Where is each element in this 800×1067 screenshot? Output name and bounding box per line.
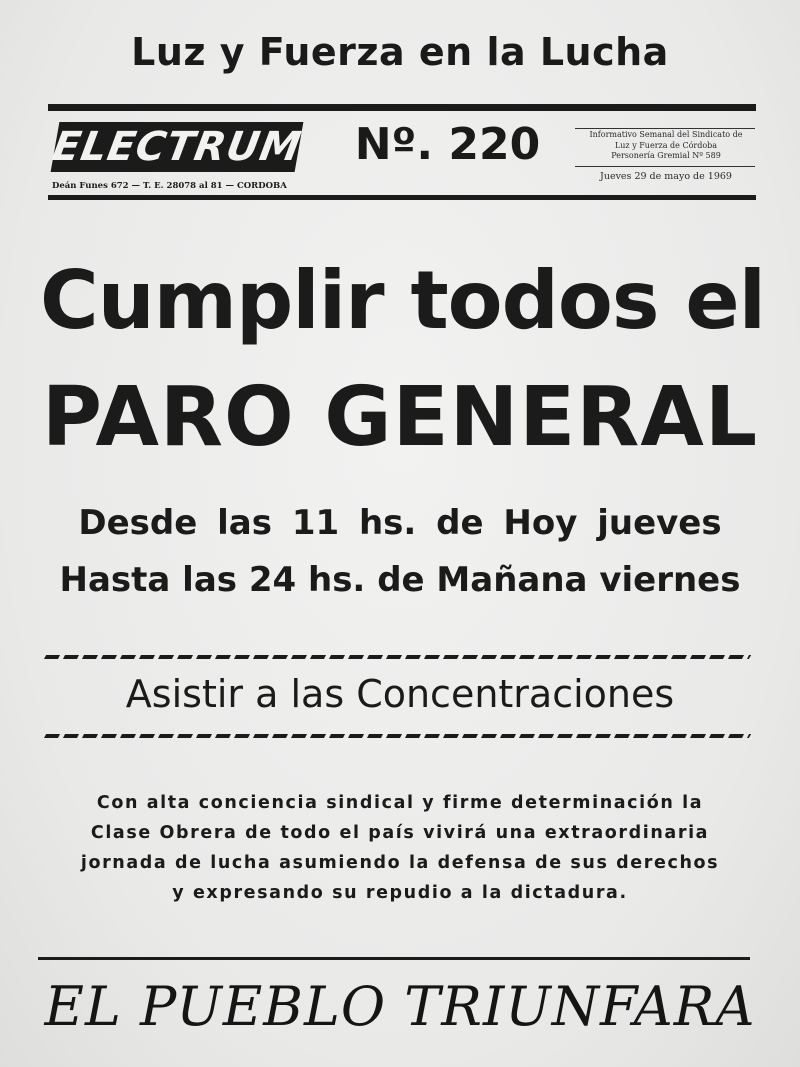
tagline: Luz y Fuerza en la Lucha	[131, 30, 669, 74]
electrum-logo	[51, 122, 304, 172]
footer-slogan: EL PUEBLO TRIUNFARA	[44, 975, 756, 1038]
headline-line-2: PARO GENERAL	[41, 370, 759, 465]
dashed-divider	[44, 655, 751, 659]
info-divider	[575, 128, 755, 129]
dashed-divider	[44, 734, 751, 738]
union-address: Deán Funes 672 — T. E. 28078 al 81 — CORDOBA	[52, 181, 287, 191]
headline-line-1: Cumplir todos el	[40, 254, 766, 347]
info-line: Informativo Semanal del Sindicato de	[589, 130, 743, 139]
masthead-bottom-rule	[48, 195, 756, 200]
issue-number: Nº. 220	[354, 119, 541, 170]
body-line: y expresando su repudio a la dictadura.	[172, 883, 628, 903]
logo-text: ELECTRUM	[49, 124, 305, 170]
body-line: Con alta conciencia sindical y firme determinación la	[96, 793, 704, 813]
publication-info	[572, 130, 760, 162]
subhead-line-1: Desde las 11 hs. de Hoy jueves	[78, 503, 722, 543]
subhead-line-2: Hasta las 24 hs. de Mañana viernes	[59, 560, 741, 600]
body-line: jornada de lucha asumiendo la defensa de sus derechos	[80, 853, 720, 873]
info-line: Luz y Fuerza de Córdoba	[614, 140, 718, 150]
body-paragraph	[36, 788, 764, 908]
masthead-top-rule	[48, 104, 756, 111]
issue-date: Jueves 29 de mayo de 1969	[600, 171, 732, 182]
info-line: Personería Gremial Nº 589	[611, 151, 721, 160]
info-divider	[575, 166, 755, 167]
footer-rule	[38, 957, 750, 960]
assist-heading: Asistir a las Concentraciones	[125, 672, 675, 716]
body-line: Clase Obrera de todo el país vivirá una extraordinaria	[90, 823, 710, 843]
